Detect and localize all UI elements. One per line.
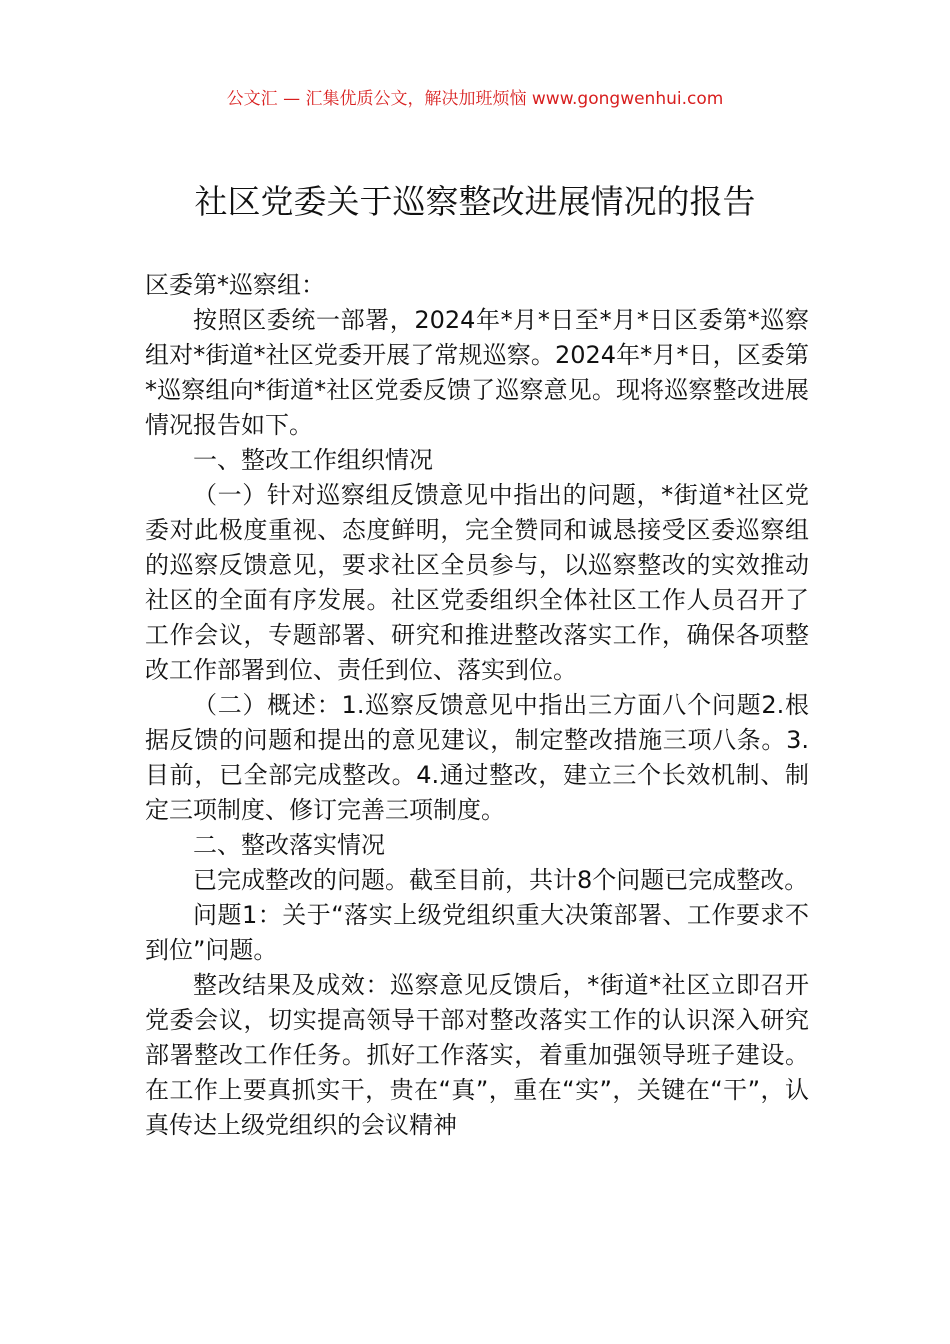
salutation: 区委第*巡察组：: [145, 271, 325, 299]
section-heading-2: 二、整改落实情况: [193, 831, 385, 859]
paragraph-intro: 按照区委统一部署，2024年*月*日至*月*日区委第*巡察组对*街道*社区党委开展了常规巡察。2024年*月*日，区委第*巡察组向*街道*社区党委反馈了巡察意见。现将巡察整改进展情况报告如下。: [145, 306, 809, 439]
paragraph-completed: 已完成整改的问题。截至目前，共计8个问题已完成整改。: [193, 866, 809, 894]
paragraph-subsection-1: （一）针对巡察组反馈意见中指出的问题，*街道*社区党委对此极度重视、态度鲜明，完全赞同和诚恳接受区委巡察组的巡察反馈意见，要求社区全员参与，以巡察整改的实效推动社区的全面有序发展。社区党委组织全体社区工作人员召开了工作会议，专题部署、研究和推进整改落实工作，确保各项整改工作部署到位、责任到位、落实到位。: [145, 481, 809, 684]
paragraph-rectification-result: 整改结果及成效：巡察意见反馈后，*街道*社区立即召开党委会议，切实提高领导干部对整改落实工作的认识深入研究部署整改工作任务。抓好工作落实，着重加强领导班子建设。在工作上要真抓实干，贵在“真”，重在“实”，关键在“干”，认真传达上级党组织的会议精神: [145, 971, 809, 1139]
section-heading-1: 一、整改工作组织情况: [193, 446, 433, 474]
paragraph-subsection-2: （二）概述：1.巡察反馈意见中指出三方面八个问题2.根据反馈的问题和提出的意见建议，制定整改措施三项八条。3.目前，已全部完成整改。4.通过整改，建立三个长效机制、制定三项制度、修订完善三项制度。: [145, 691, 809, 824]
header-banner: 公文汇 — 汇集优质公文，解决加班烦恼 www.gongwenhui.com: [226, 89, 724, 109]
paragraph-issue-1: 问题1：关于“落实上级党组织重大决策部署、工作要求不到位”问题。: [145, 901, 809, 964]
document-title: 社区党委关于巡察整改进展情况的报告: [194, 182, 756, 221]
document-body: [145, 268, 809, 1143]
